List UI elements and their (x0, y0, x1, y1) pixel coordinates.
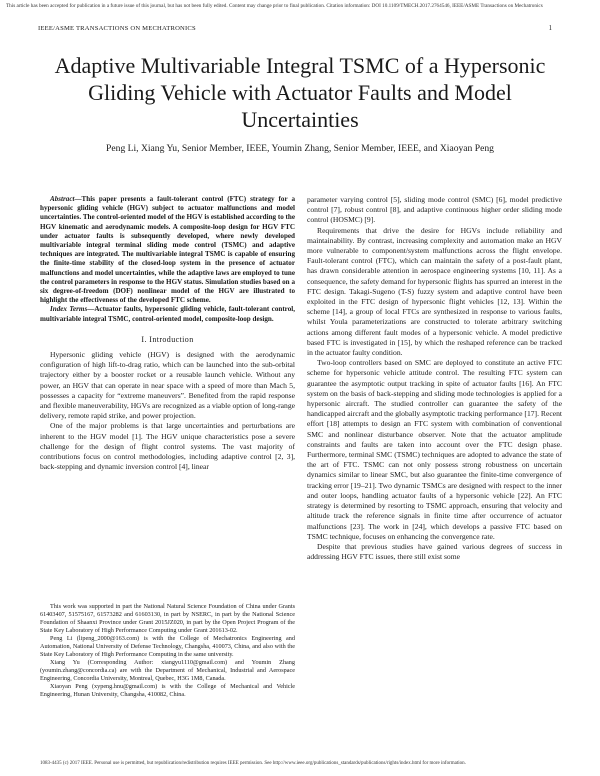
footnote: Xiaoyan Peng (xypeng.hnu@gmail.com) is with the College of Mechanical and Vehicle Engineering, Hunan University, Changsha, 410082, China. (40, 683, 295, 698)
running-title: IEEE/ASME TRANSACTIONS ON MECHATRONICS (38, 25, 196, 32)
page-number: 1 (548, 25, 552, 32)
paper-title: Adaptive Multivariable Integral TSMC of a Hypersonic Gliding Vehicle with Actuator Faults and Model Uncertainties (54, 53, 546, 132)
body-paragraph: Two-loop controllers based on SMC are deployed to constitute an active FTC scheme for hypersonic vehicle attitude control. The resulting FTC system can guarantee the asymptotic output tracking in spite of actuator faults [16]. An FTC system on the basis of back-stepping and sliding mode technologies is applied for a hypersonic aircraft. The studied controller can guarantee the safety of the handicapped aircraft and the globally asymptotic tracking performance [17]. Recent effort [18] attempts to design an FTC system with combination of conventional SMC and nonlinear disturbance observer. Note that the actuator amplitude constraints and faults are taken into account over the FTC design phase. Furthermore, terminal SMC (TSMC) techniques are adopted to advance the state of the art of FTC. TSMC can not only possess strong robustness on uncertain dynamics similar to linear SMC, but also guarantee the finite-time convergence of tracking error [19–21]. Two dynamic TSMCs are designed with respect to the inner and outer loops, handling actuator faults of a hypersonic vehicle [22]. An FTC strategy is determined by resorting to TSMC approach, ensuring that velocity and altitude track the reference signals in finite time after occurrence of actuator malfunctions [23]. The work in [24], which develops a passive FTC based on TSMC technique, focuses on enhancing the convergence rate. (307, 358, 562, 541)
left-column (40, 195, 295, 472)
abstract (40, 195, 295, 305)
footnote: This work was supported in part the National Natural Science Foundation of China under Grants 61403407, 51575167, 61573282 and 61603130, in part by NSERC, in part by the National Science Foundation of Shaanxi Province under Grant 2015JZ020, in part by the Open Project Program of the State Key Laboratory of High Performance Computing under Grant 201613-02. (40, 603, 295, 634)
footnote: Peng Li (lipeng_2000@163.com) is with the College of Mechatronics Engineering and Automation, National University of Defense Technology, Changsha, 410073, China, and also with the State Key Laboratory of High Performance Computing in the same university. (40, 635, 295, 658)
author-list: Peng Li, Xiang Yu, Senior Member, IEEE, Youmin Zhang, Senior Member, IEEE, and Xiaoyan Peng (106, 143, 494, 154)
body-paragraph: Requirements that drive the desire for HGVs include reliability and maintainability. By contrast, increasing complexity and automation make an HGV more vulnerable to component/system malfunctions across the flight envelope. Fault-tolerant control (FTC), which can maintain the safety of a post-fault plant, has drawn considerable attention in aerospace engineering systems [10, 11]. As a consequence, the safety demand for hypersonic flights has spurred an interest in the FTC design. Takagi-Sugeno (T-S) fuzzy system and adaptive control have been exploited in the FTC design of hypersonic flight vehicles [12, 13]. Within the scheme [14], a group of local FTCs are synthesized in response to various faults, whilst Youla parameterizations are constructed to tolerate arbitrary switching actions among different fault modes of a hypersonic vehicle. A model predictive based FTC is investigated in [15], by which the reshaped reference can be tracked in the actuator faulty condition. (307, 225, 562, 358)
index-terms-lead: Index Terms (50, 305, 88, 314)
body-paragraph: One of the major problems is that large uncertainties and perturbations are inherent to the HGV model [1]. The HGV unique characteristics pose a severe challenge for the design of flight control systems. The vast majority of contributions focus on control methodologies, including adaptive control [2, 3], back-stepping and dynamic inversion control [4], linear (40, 421, 295, 472)
right-column (307, 195, 562, 562)
body-paragraph: parameter varying control [5], sliding mode control (SMC) [6], model predictive control [7], robust control [8], and adaptive continuous higher order sliding mode control (HOSMC) [9]. (307, 195, 562, 225)
footnote: Xiang Yu (Corresponding Author: xiangyu1110@gmail.com) and Youmin Zhang (youmin.zhang@concordia.ca) are with the Department of Mechanical, Industrial and Aerospace Engineering, Concordia University, Montreal, Quebec, H3G 1M8, Canada. (40, 659, 295, 682)
body-paragraph: Hypersonic gliding vehicle (HGV) is designed with the aerodynamic configuration of high lift-to-drag ratio, which can be launched into the sub-orbital trajectory either by a booster rocket or a reusable launch vehicle. Without any power, an HGV that can operate in near space with a speed of more than Mach 5, possesses a capacity for “extreme maneuvers”. Benefited from the rapid response and flexible maneuverability, HGVs are recognized as a viable option of long-range delivery, remote rapid strike, and power projection. (40, 350, 295, 421)
body-paragraph: Despite that previous studies have gained various degrees of success in addressing HGV FTC issues, there still exist some (307, 541, 562, 562)
abstract-lead: Abstract (50, 195, 75, 203)
index-terms-text: —Actuator faults, hypersonic gliding vehicle, fault-tolerant control, multivariable integral TSMC, control-oriented model, composite-loop design. (40, 305, 295, 323)
index-terms (40, 305, 295, 323)
section-heading: I. Introduction (141, 334, 194, 344)
copyright-footer: 1083-4435 (c) 2017 IEEE. Personal use is permitted, but republication/redistribution requires IEEE permission. See http://www.ieee.org/publications_standards/publications/rights/index.html for more information. (40, 761, 466, 766)
publication-notice: This article has been accepted for publication in a future issue of this journal, but has not been fully edited. Content may change prior to final publication. Citation information: DOI 10.1109/TMECH.2017.2764546, IEEE/ASME Transactions on Mechatronics (6, 3, 543, 9)
footnotes (40, 603, 295, 699)
abstract-text: —This paper presents a fault-tolerant control (FTC) strategy for a hypersonic gliding vehicle (HGV) subject to actuator malfunctions and model uncertainties. The control-oriented model of the HGV is established according to the HGV kinematic and aerodynamic models. A composite-loop design for HGV FTC under actuator faults is subsequently developed, where newly developed multivariable integral terminal sliding mode control (TSMC) and adaptive techniques are integrated. The multivariable integral TSMC is capable of ensuring the finite-time stability of the closed-loop system in the presence of actuator malfunctions and model uncertainties, while the adaptive laws are employed to tune the control parameters in response to the HGV status. Simulation studies based on a six degree-of-freedom (DOF) nonlinear model of the HGV are illustrated to highlight the effectiveness of the developed FTC scheme. (40, 195, 295, 305)
